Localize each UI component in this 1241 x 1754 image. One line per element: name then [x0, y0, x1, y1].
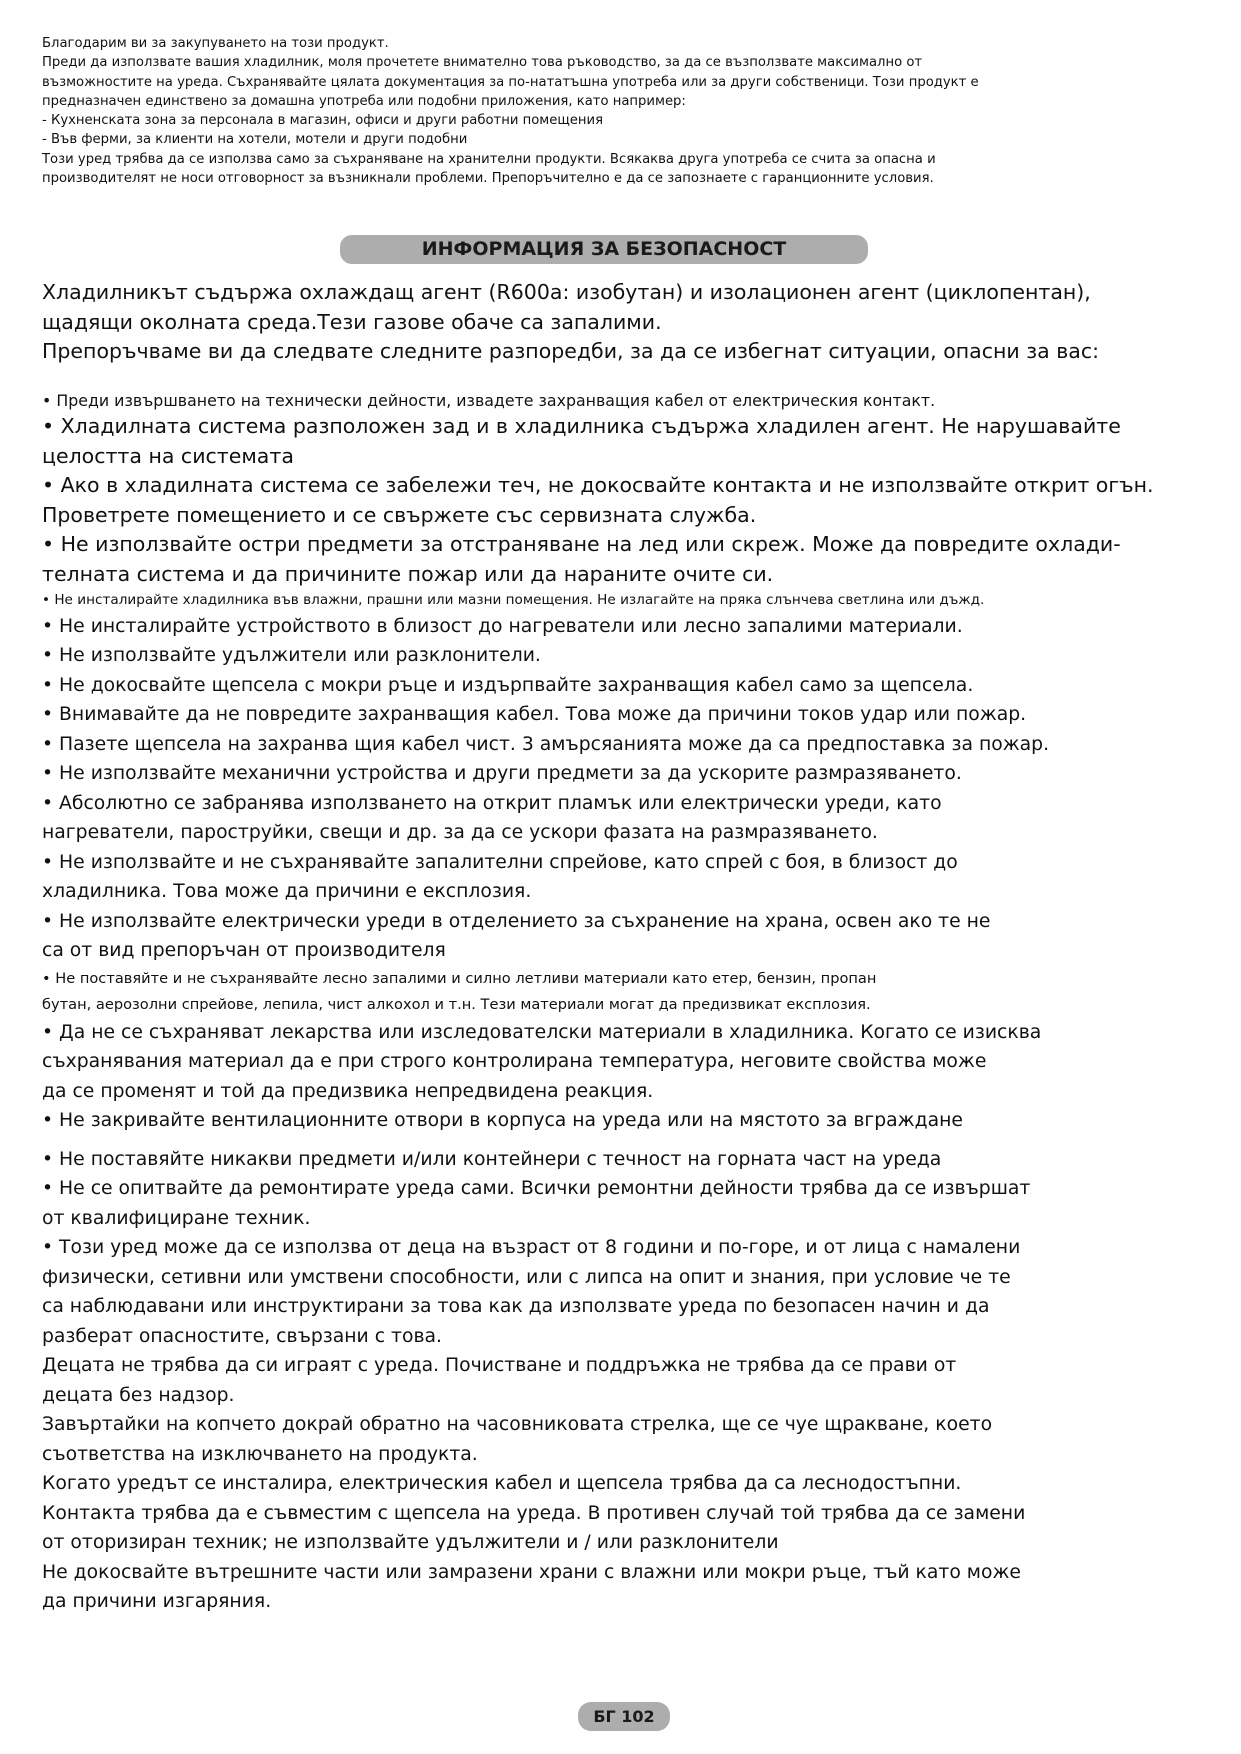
body-line: телната система и да причините пожар или да нараните очите си. — [42, 561, 774, 586]
body-line: • Не докосвайте щепсела с мокри ръце и издърпвайте захранващия кабел само за щепсела. — [42, 674, 974, 696]
body-line: нагреватели, пароструйки, свещи и др. за да се ускори фазата на размразяването. — [42, 822, 878, 843]
body-line: физически, сетивни или умствени способности, или с липса на опит и знания, при условие че те — [42, 1266, 1011, 1288]
body-line: разберат опасностите, свързани с това. — [42, 1325, 442, 1347]
body-line: Завъртайки на копчето докрай обратно на часовниковата стрелка, ще се чуе щракване, което — [42, 1414, 993, 1435]
body-line: да причини изгаряния. — [42, 1591, 272, 1612]
body-line: • Преди извършването на технически дейности, извадете захранващия кабел от електрическия контакт. — [42, 390, 936, 410]
body-line: • Ако в хладилната система се забележи теч, не докосвайте контакта и не използвайте открит огън. — [42, 473, 1154, 497]
intro-line: възможностите на уреда. Съхранявайте цялата документация за по-нататъшна употреба или за други собственици. Този продукт е — [42, 74, 979, 90]
body-line: • Този уред може да се използва от деца на възраст от 8 години и по-горе, и от лица с намалени — [42, 1237, 1021, 1258]
body-line: • Не използвайте електрически уреди в отделението за съхранение на храна, освен ако те не — [42, 910, 991, 932]
body-line: • Не поставяйте и не съхранявайте лесно запалими и силно летливи материали като етер, бензин, пропан — [42, 969, 877, 987]
body-line: • Пазете щепсела на захранва щия кабел чист. 3 амърсяанията може да са предпоставка за пожар. — [42, 733, 1050, 755]
body-line: • Не поставяйте никакви предмети и/или контейнери с течност на горната част на уреда — [42, 1148, 942, 1170]
intro-text — [42, 34, 1202, 188]
body-line: от оторизиран техник; не използвайте удължители и / или разклонители — [42, 1532, 779, 1553]
body-line: децата без надзор. — [42, 1384, 235, 1406]
body-line: хладилника. Това може да причини е експлозия. — [42, 881, 532, 902]
body-line: Не докосвайте вътрешните части или замразени храни с влажни или мокри ръце, тъй като може — [42, 1561, 1021, 1583]
body-line: Препоръчваме ви да следвате следните разпоредби, за да се избегнат ситуации, опасни за вас: — [42, 339, 1100, 363]
body-line: да се променят и той да предизвика непредвидена реакция. — [42, 1080, 654, 1102]
body-line: от квалифициране техник. — [42, 1207, 311, 1229]
safety-information-text — [42, 278, 1217, 1617]
body-line: • Абсолютно се забранява използването на открит пламък или електрически уреди, като — [42, 792, 942, 814]
body-line: Проветрете помещението и се свържете със сервизната служба. — [42, 502, 757, 527]
intro-line: Благодарим ви за закупуването на този продукт. — [42, 36, 389, 51]
intro-line: - Кухненската зона за персонала в магазин, офиси и други работни помещения — [42, 113, 604, 129]
body-line: Децата не трябва да си играят с уреда. Почистване и поддръжка не трябва да се прави от — [42, 1355, 957, 1376]
body-line: • Да не се съхраняват лекарства или изследователски материали в хладилника. Когато се изисква — [42, 1021, 1042, 1043]
intro-line: производителят не носи отговорност за възникнали проблеми. Препоръчително е да се запознаете с гаранционните условия. — [42, 171, 934, 187]
intro-line: - Във ферми, за клиенти на хотели, мотели и други подобни — [42, 132, 468, 148]
body-line: бутан, аерозолни спрейове, лепила, чист алкохол и т.н. Тези материали могат да предизвикат експлозия. — [42, 995, 871, 1013]
intro-line: Този уред трябва да се използва само за съхраняване на хранителни продукти. Всякаква друга употреба се счита за опасна и — [42, 151, 936, 167]
body-line: • Хладилната система разположен зад и в хладилника съдържа хладилен агент. Не нарушавайте — [42, 414, 1121, 438]
body-line: • Не закривайте вентилационните отвори в корпуса на уреда или на мястото за вграждане — [42, 1110, 963, 1131]
body-line: съхранявания материал да е при строго контролирана температура, неговите свойства може — [42, 1051, 987, 1072]
body-line: целостта на системата — [42, 443, 294, 468]
body-line: • Не се опитвайте да ремонтирате уреда сами. Всички ремонтни дейности трябва да се извършат — [42, 1178, 1031, 1199]
body-line: щадящи околната среда.Тези газове обаче са запалими. — [42, 309, 662, 334]
body-line: • Не инсталирайте хладилника във влажни, прашни или мазни помещения. Не излагайте на пряка слънчева светлина или дъжд. — [42, 592, 985, 608]
body-line: са от вид препоръчан от производителя — [42, 940, 446, 961]
body-line: • Не инсталирайте устройството в близост до нагреватели или лесно запалими материали. — [42, 615, 963, 637]
body-line: Контакта трябва да е съвместим с щепсела на уреда. В противен случай той трябва да се замени — [42, 1502, 1026, 1524]
body-line: • Не използвайте удължители или разклонители. — [42, 645, 541, 666]
body-line: са наблюдавани или инструктирани за това как да използвате уреда по безопасен начин и да — [42, 1296, 990, 1317]
body-line: • Не използвайте и не съхранявайте запалителни спрейове, като спрей с боя, в близост до — [42, 851, 958, 873]
section-header: ИНФОРМАЦИЯ ЗА БЕЗОПАСНОСТ — [340, 235, 868, 264]
body-line: Когато уредът се инсталира, електрическия кабел и щепсела трябва да са леснодостъпни. — [42, 1473, 962, 1494]
body-line: Хладилникът съдържа охлаждащ агент (R600a: изобутан) и изолационен агент (циклопентан), — [42, 280, 1091, 304]
body-line: съответства на изключването на продукта. — [42, 1443, 478, 1465]
body-line: • Внимавайте да не повредите захранващия кабел. Това може да причини токов удар или пожар. — [42, 704, 1027, 725]
body-line: • Не използвайте механични устройства и други предмети за да ускорите размразяването. — [42, 763, 962, 784]
intro-line: Преди да използвате вашия хладилник, моля прочетете внимателно това ръководство, за да се възползвате максимално от — [42, 55, 923, 71]
intro-line: предназначен единствено за домашна употреба или подобни приложения, като например: — [42, 93, 686, 109]
body-line: • Не използвайте остри предмети за отстраняване на лед или скреж. Може да повредите охлади- — [42, 532, 1121, 556]
page-number-badge: БГ 102 — [578, 1702, 670, 1731]
